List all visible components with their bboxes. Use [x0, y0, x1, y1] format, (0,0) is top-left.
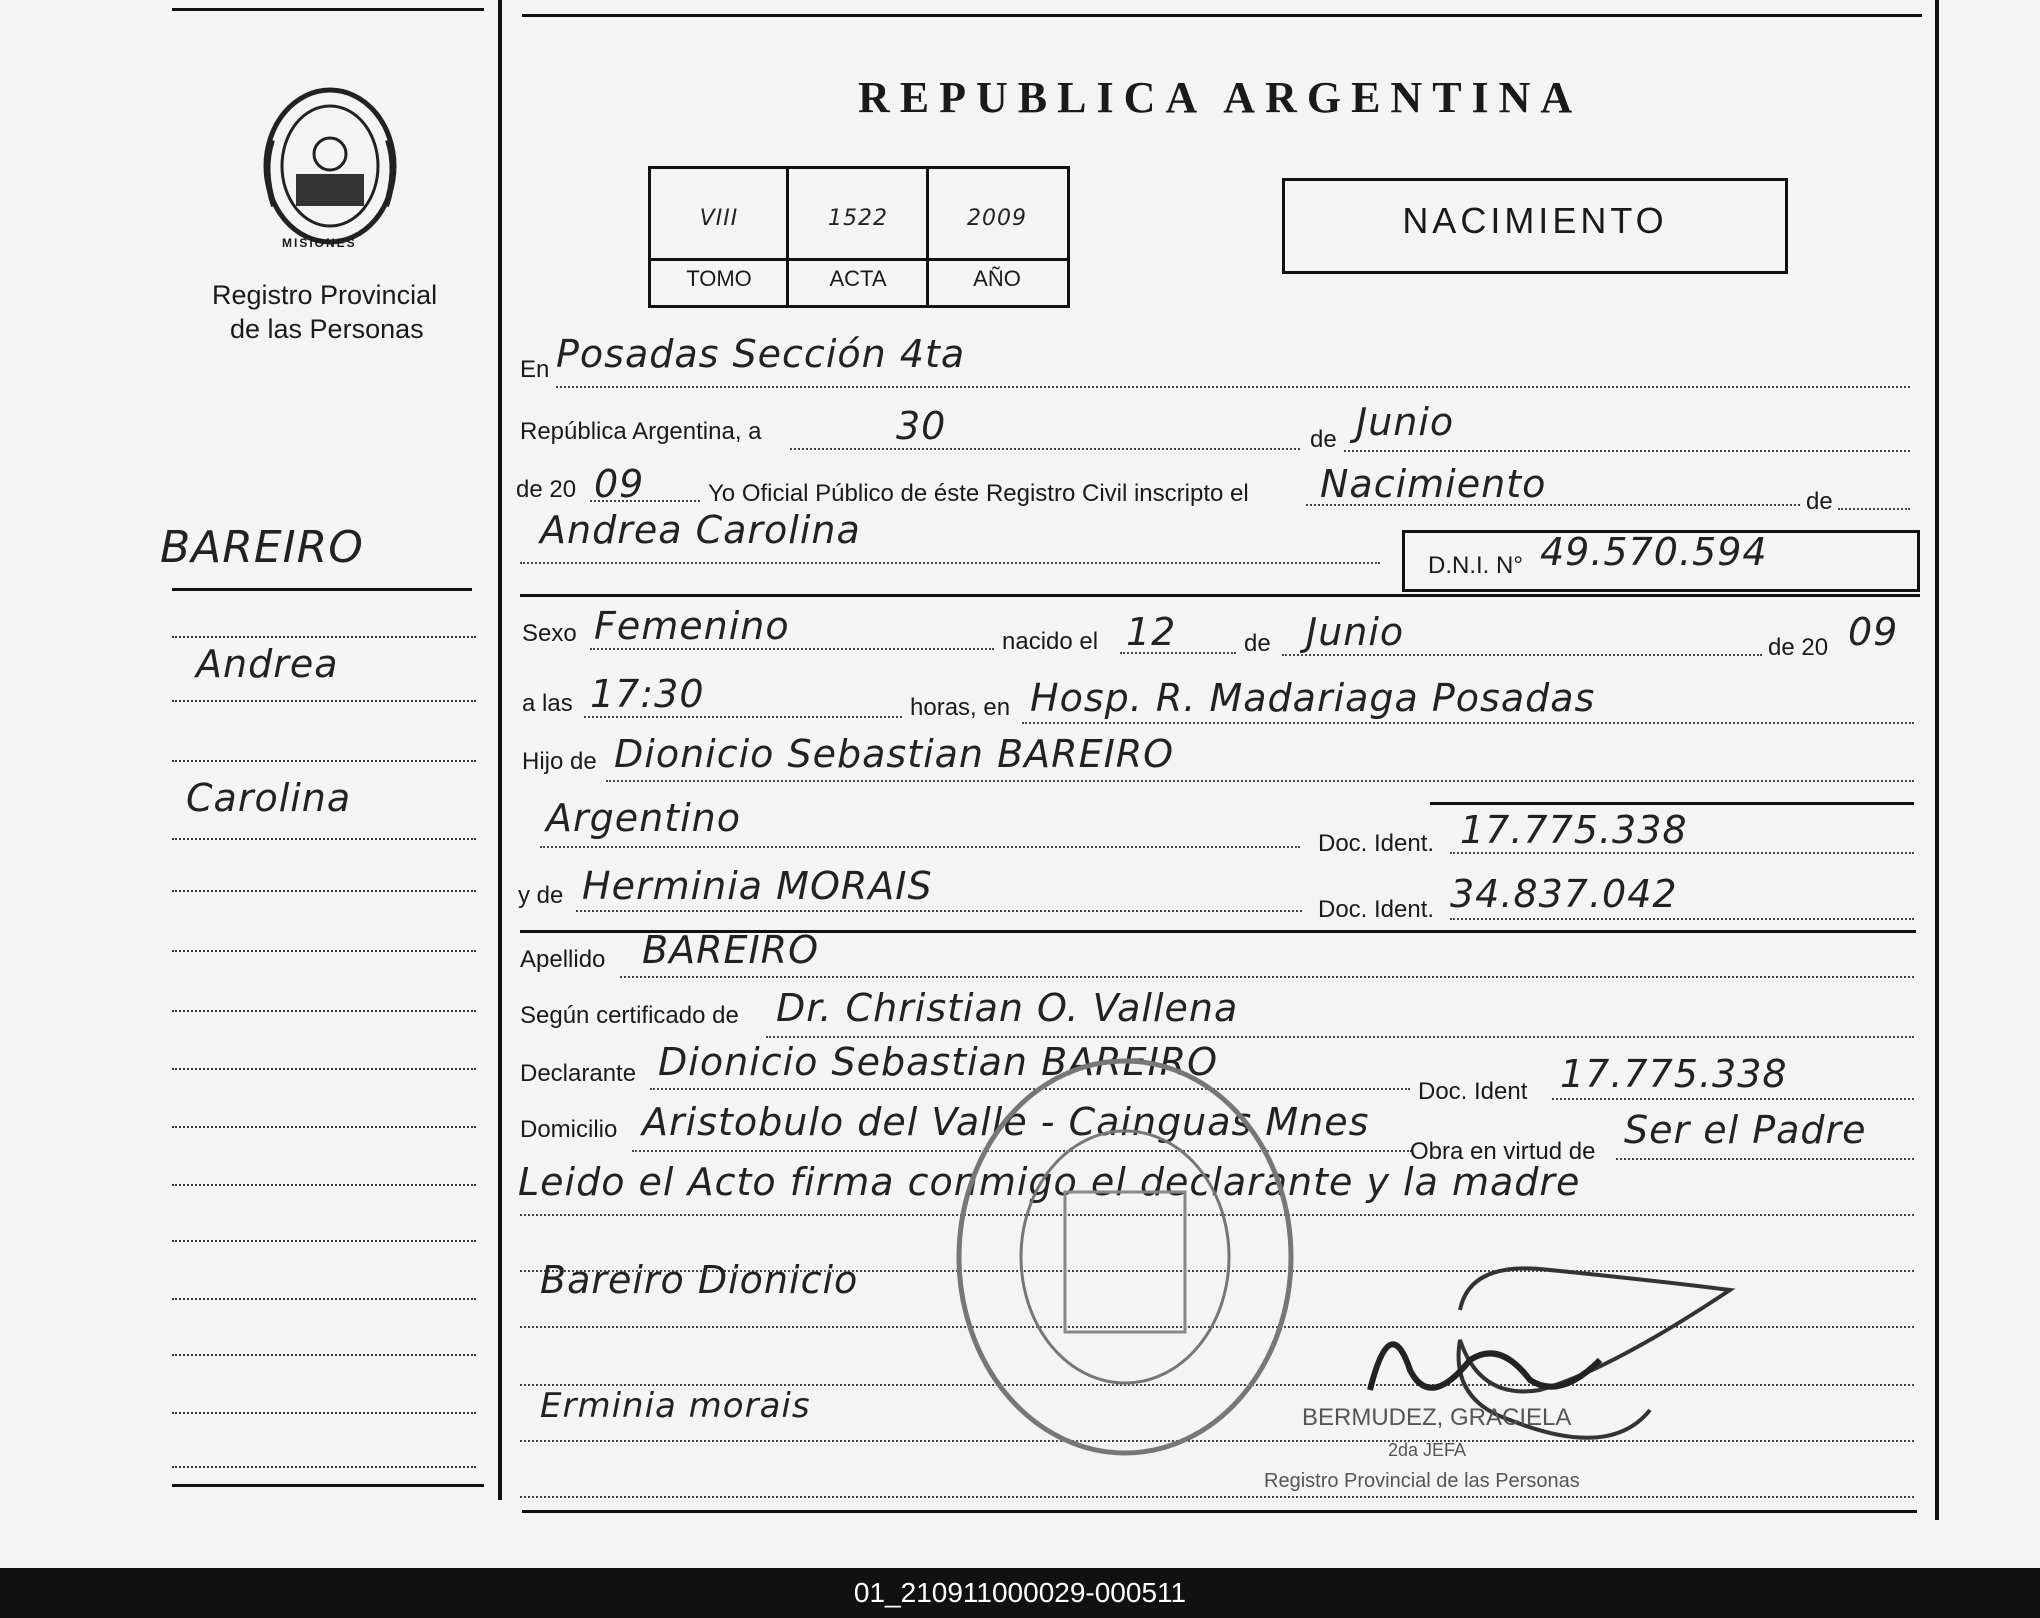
acta-label: ACTA — [829, 266, 887, 291]
en-label: En — [520, 356, 550, 383]
padre-value: Dionicio Sebastian BAREIRO — [614, 732, 1175, 776]
sexo-value: Femenino — [594, 604, 790, 648]
anio-label: AÑO — [973, 266, 1021, 291]
main-right-border — [1935, 0, 1939, 1520]
obra-line — [1616, 1158, 1914, 1160]
hora-value: 17:30 — [590, 672, 705, 716]
main-top-rule — [522, 14, 1922, 17]
declarante-doc-line — [1552, 1098, 1914, 1100]
nacido-dia-line — [1120, 652, 1236, 654]
document-id-footer: 01_210911000029-000511 — [0, 1568, 2040, 1618]
registry-name-line2: de las Personas — [230, 314, 424, 344]
docident-label: Doc. Ident. — [1318, 830, 1435, 857]
republica-label: República Argentina, a — [520, 418, 762, 445]
sidebar-line — [172, 1010, 476, 1012]
obra-label: Obra en virtud de — [1410, 1138, 1596, 1165]
de200-label: de 20 — [1768, 634, 1829, 661]
sidebar-surname-rule — [172, 588, 472, 591]
firma-madre: Erminia morais — [540, 1386, 811, 1426]
nombre-line — [520, 562, 1380, 564]
yde-label: y de — [518, 882, 564, 909]
anio-line — [590, 500, 700, 502]
mes-value: Junio — [1356, 400, 1455, 444]
sidebar-line — [172, 1184, 476, 1186]
sidebar-line — [172, 890, 476, 892]
certificado-label: Según certificado de — [520, 1002, 739, 1029]
sidebar-surname: BAREIRO — [160, 522, 364, 573]
padre-doc-line — [1450, 852, 1914, 854]
blank-line — [520, 1496, 1914, 1498]
apellido-line — [620, 976, 1914, 978]
nombre-value: Andrea Carolina — [540, 508, 861, 552]
sidebar-divider — [498, 0, 502, 1500]
registry-name-line1: Registro Provincial — [212, 280, 438, 310]
horas-label: horas, en — [910, 694, 1011, 721]
acta-value: 1522 — [828, 206, 888, 231]
de-line2 — [1838, 508, 1910, 510]
domicilio-value: Aristobulo del Valle - Cainguas Mnes — [642, 1100, 1370, 1144]
official-stamp-icon — [950, 1052, 1300, 1462]
record-divider — [786, 166, 789, 306]
nacido-mes-line — [1282, 654, 1762, 656]
nacido-anio: 09 — [1848, 610, 1899, 654]
tomo-label: TOMO — [686, 266, 752, 291]
padre-rule — [1430, 802, 1914, 805]
obra-value: Ser el Padre — [1624, 1108, 1867, 1152]
madre-doc: 34.837.042 — [1450, 872, 1678, 916]
padre-nac-line — [540, 846, 1300, 848]
sidebar-line — [172, 1412, 476, 1414]
sidebar-line — [172, 1068, 476, 1070]
sidebar-top-rule — [172, 8, 484, 11]
lugar-line — [1022, 722, 1914, 724]
section-rule — [520, 594, 1920, 597]
provincial-seal-icon — [252, 80, 408, 252]
madre-doc-line — [1450, 918, 1914, 920]
alas-label: a las — [522, 690, 573, 717]
sidebar-line — [172, 838, 476, 840]
dia-value: 30 — [896, 404, 947, 448]
sidebar-bottom-rule — [172, 1484, 484, 1487]
nacido-dia: 12 — [1126, 610, 1177, 654]
en-line — [556, 386, 1910, 388]
dni-label: D.N.I. N° — [1428, 552, 1523, 579]
nacido-label: nacido el — [1002, 628, 1099, 655]
de-label: de — [1310, 426, 1337, 453]
firma-padre: Bareiro Dionicio — [540, 1258, 859, 1302]
anio-written: 09 — [594, 462, 645, 506]
sidebar-line — [172, 1126, 476, 1128]
inscripto-line — [1306, 504, 1800, 506]
madre-line — [576, 910, 1302, 912]
docident-label-madre: Doc. Ident. — [1318, 896, 1435, 923]
act-type: NACIMIENTO — [1402, 200, 1668, 241]
sidebar-line — [172, 950, 476, 952]
record-divider — [926, 166, 929, 306]
leido-text: Leido el Acto firma conmigo el declarante y la madre — [518, 1160, 1581, 1204]
de-label3: de — [1244, 630, 1271, 657]
en-value: Posadas Sección 4ta — [556, 332, 966, 376]
sexo-label: Sexo — [522, 620, 577, 647]
padre-doc: 17.775.338 — [1460, 808, 1688, 852]
de-label2: de — [1806, 488, 1833, 515]
official-title: 2da JEFA — [1388, 1440, 1467, 1460]
seal-bottom-text: MISIONES — [282, 236, 357, 250]
dni-value: 49.570.594 — [1540, 530, 1768, 574]
nacido-mes: Junio — [1306, 610, 1405, 654]
official-office: Registro Provincial de las Personas — [1264, 1470, 1580, 1492]
record-rule — [648, 258, 1068, 261]
official-name: BERMUDEZ, GRACIELA — [1302, 1404, 1572, 1431]
sidebar-line — [172, 1354, 476, 1356]
hora-line — [584, 716, 902, 718]
sidebar-line — [172, 760, 476, 762]
sidebar-line — [172, 700, 476, 702]
domicilio-label: Domicilio — [520, 1116, 618, 1143]
hijo-label: Hijo de — [522, 748, 597, 775]
declarante-value: Dionicio Sebastian BAREIRO — [658, 1040, 1219, 1084]
country-heading: REPUBLICA ARGENTINA — [858, 73, 1583, 122]
dia-line — [790, 448, 1300, 450]
sexo-line — [590, 648, 994, 650]
lugar-value: Hosp. R. Madariaga Posadas — [1030, 676, 1596, 720]
sidebar-line — [172, 1298, 476, 1300]
apellido-label: Apellido — [520, 946, 606, 973]
sidebar-line — [172, 1240, 476, 1242]
sidebar-line — [172, 636, 476, 638]
declarante-label: Declarante — [520, 1060, 637, 1087]
main-bottom-rule — [522, 1510, 1917, 1513]
certificado-value: Dr. Christian O. Vallena — [776, 986, 1239, 1030]
de20-label: de 20 — [516, 476, 577, 503]
sidebar-line — [172, 1466, 476, 1468]
anio-value: 2009 — [967, 206, 1027, 231]
madre-value: Herminia MORAIS — [582, 864, 933, 908]
sidebar-name1: Andrea — [196, 642, 339, 686]
mes-line — [1344, 450, 1910, 452]
padre-line — [606, 780, 1914, 782]
apellido-value: BAREIRO — [642, 928, 819, 972]
oficial-label: Yo Oficial Público de éste Registro Civil inscripto el — [708, 480, 1249, 507]
certificado-line — [766, 1036, 1914, 1038]
declarante-doc: 17.775.338 — [1560, 1052, 1788, 1096]
sidebar-name2: Carolina — [186, 776, 352, 820]
inscripto-value: Nacimiento — [1320, 462, 1547, 506]
padre-nacionalidad: Argentino — [546, 796, 741, 840]
docident2-label: Doc. Ident — [1418, 1078, 1528, 1105]
tomo-value: VIII — [699, 206, 739, 231]
